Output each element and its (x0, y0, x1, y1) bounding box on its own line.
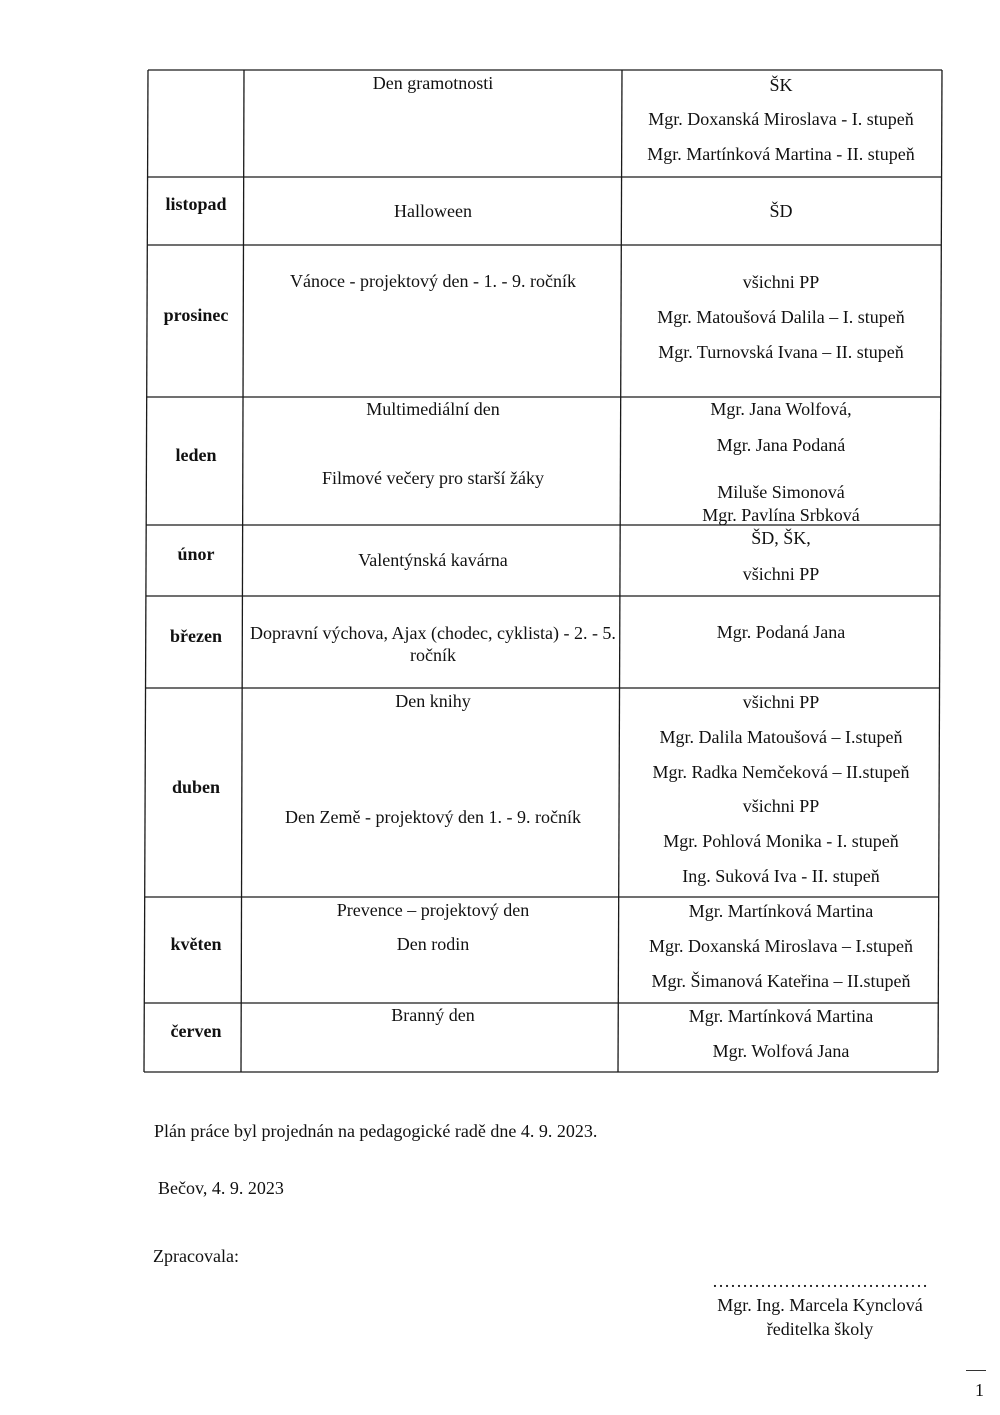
responsible-line: Mgr. Martínková Martina (688, 1006, 874, 1026)
responsible-line: ŠK (769, 75, 793, 95)
responsible-line: Mgr. Turnovská Ivana – II. stupeň (658, 342, 904, 362)
responsible-line: Mgr. Martínková Martina (688, 901, 874, 921)
responsible-line: Mgr. Wolfová Jana (712, 1041, 850, 1061)
responsible-line: Mgr. Martínková Martina - II. stupeň (647, 144, 915, 164)
month-brezen: březen (170, 626, 222, 646)
place-date: Bečov, 4. 9. 2023 (158, 1178, 284, 1198)
event-filmove-vecery: Filmové večery pro starší žáky (322, 468, 544, 488)
responsible-line: Mgr. Jana Podaná (716, 435, 846, 455)
signature-dotted-line: ……………………………… (712, 1271, 928, 1291)
event-halloween: Halloween (394, 201, 472, 221)
event-dopravni-vychova: Dopravní výchova, Ajax (chodec, cyklista) - 2. - 5. ročník (250, 623, 616, 665)
page-number-rule (966, 1370, 986, 1371)
month-cerven: červen (170, 1021, 222, 1041)
responsible-line: všichni PP (742, 272, 820, 292)
prepared-by-label: Zpracovala: (153, 1246, 239, 1266)
responsible-line: Mgr. Podaná Jana (716, 622, 846, 642)
responsible-line: ŠD, ŠK, (751, 528, 811, 548)
signatory-name: Mgr. Ing. Marcela Kynclová (717, 1295, 923, 1315)
approval-statement: Plán práce byl projednán na pedagogické radě dne 4. 9. 2023. (154, 1121, 598, 1141)
event-den-zeme: Den Země - projektový den 1. - 9. ročník (285, 807, 581, 827)
event-multimedialni-den: Multimediální den (366, 399, 500, 419)
signatory-title: ředitelka školy (766, 1319, 874, 1339)
responsible-line: všichni PP (742, 692, 820, 712)
responsible-line: Mgr. Radka Nemčeková – II.stupeň (652, 762, 910, 782)
responsible-line: všichni PP (742, 796, 820, 816)
responsible-line: Mgr. Šimanová Kateřina – II.stupeň (651, 971, 911, 991)
event-branny-den: Branný den (391, 1005, 475, 1025)
responsible-line: Mgr. Pohlová Monika - I. stupeň (663, 831, 899, 851)
month-duben: duben (171, 777, 221, 797)
month-prosinec: prosinec (163, 305, 229, 325)
event-den-rodin: Den rodin (396, 934, 470, 954)
responsible-line: Mgr. Matoušová Dalila – I. stupeň (657, 307, 905, 327)
event-vanoce: Vánoce - projektový den - 1. - 9. ročník (290, 271, 576, 291)
event-den-knihy: Den knihy (395, 691, 471, 711)
responsible-line: Mgr. Doxanská Miroslava - I. stupeň (648, 109, 914, 129)
month-leden: leden (175, 445, 217, 465)
responsible-line: Mgr. Dalila Matoušová – I.stupeň (659, 727, 903, 747)
responsible-line: Ing. Suková Iva - II. stupeň (682, 866, 880, 886)
responsible-line: ŠD (769, 201, 793, 221)
responsible-line: všichni PP (742, 564, 820, 584)
event-den-gramotnosti: Den gramotnosti (372, 73, 494, 93)
responsible-line: Mgr. Jana Wolfová, (710, 399, 852, 419)
month-kveten: květen (170, 934, 222, 954)
month-unor: únor (177, 544, 215, 564)
responsible-line: Mgr. Pavlína Srbková (702, 505, 860, 525)
event-prevence: Prevence – projektový den (336, 900, 530, 920)
responsible-line: Mgr. Doxanská Miroslava – I.stupeň (649, 936, 913, 956)
month-listopad: listopad (165, 194, 227, 214)
page-number: 1 (975, 1380, 984, 1400)
responsible-line: Miluše Simonová (717, 482, 845, 502)
event-valentynska-kavarna: Valentýnská kavárna (358, 550, 508, 570)
